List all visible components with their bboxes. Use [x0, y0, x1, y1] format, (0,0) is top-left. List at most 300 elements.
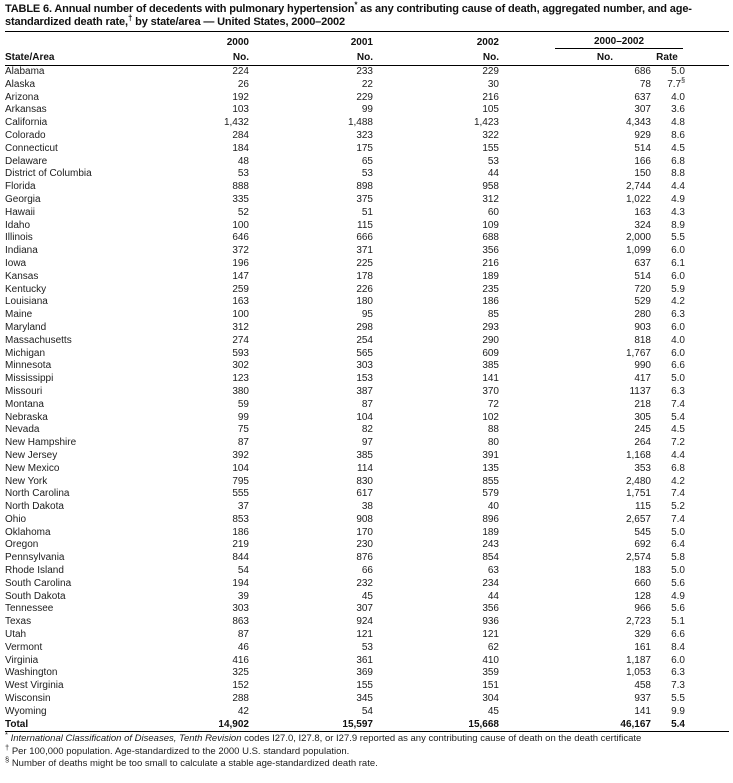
count-value-cell: 593 — [232, 347, 249, 359]
spacer-cell — [689, 603, 729, 616]
count-value-cell: 163 — [232, 296, 249, 308]
table-row — [5, 130, 729, 143]
count-value-cell: 324 — [634, 219, 651, 231]
count-value-cell: 312 — [482, 193, 499, 205]
count-value-cell: 2,000 — [625, 232, 651, 244]
count-value-cell: 322 — [482, 129, 499, 141]
spacer-cell — [689, 66, 729, 79]
state-name-cell: Missouri — [5, 385, 43, 397]
count-value-cell: 216 — [482, 257, 499, 269]
spacer-cell — [689, 360, 729, 373]
count-value-cell: 38 — [361, 501, 373, 513]
count-value-cell: 123 — [232, 373, 249, 385]
rate-value-cell: 6.6 — [671, 629, 685, 641]
count-value-cell: 323 — [356, 129, 373, 141]
count-value-cell: 353 — [634, 462, 651, 474]
count-value-cell: 37 — [237, 501, 249, 513]
count-value-cell: 66 — [361, 565, 373, 577]
state-name-cell: Michigan — [5, 347, 46, 359]
table-row — [5, 667, 729, 680]
table-row — [5, 309, 729, 322]
count-value-cell: 100 — [232, 309, 249, 321]
rate-value-cell: 4.2 — [671, 296, 685, 308]
count-value-cell: 87 — [361, 398, 373, 410]
spacer-cell — [689, 284, 729, 297]
count-value-cell: 305 — [634, 411, 651, 423]
rate-value-cell: 6.8 — [671, 462, 685, 474]
state-name-cell: Wyoming — [5, 705, 47, 717]
count-value-cell: 830 — [356, 475, 373, 487]
count-value-cell: 303 — [232, 603, 249, 615]
col-subheader-no-aggregate: No. — [501, 50, 653, 66]
count-value-cell: 370 — [482, 385, 499, 397]
rate-value-cell: 7.4 — [671, 513, 685, 525]
count-value-cell: 380 — [232, 385, 249, 397]
count-value-cell: 1137 — [629, 385, 651, 397]
count-value-cell: 720 — [634, 283, 651, 295]
table-row — [5, 335, 729, 348]
count-value-cell: 232 — [356, 577, 373, 589]
state-name-cell: Maine — [5, 309, 33, 321]
spacer-cell — [689, 667, 729, 680]
count-value-cell: 392 — [232, 449, 249, 461]
spacer-cell — [689, 424, 729, 437]
spacer-cell — [689, 181, 729, 194]
count-value-cell: 855 — [482, 475, 499, 487]
spacer-cell — [689, 245, 729, 258]
spacer-cell — [689, 552, 729, 565]
rate-value-cell: 4.5 — [671, 142, 685, 154]
count-value-cell: 225 — [356, 257, 373, 269]
count-value-cell: 458 — [634, 680, 651, 692]
spacer-cell — [689, 386, 729, 399]
state-name-cell: Alaska — [5, 78, 36, 90]
count-value-cell: 356 — [482, 245, 499, 257]
count-value-cell: 163 — [634, 206, 651, 218]
count-value-cell: 371 — [356, 245, 373, 257]
spacer-cell — [689, 373, 729, 386]
state-name-cell: Pennsylvania — [5, 552, 65, 564]
count-value-cell: 929 — [634, 129, 651, 141]
count-value-cell: 345 — [356, 693, 373, 705]
state-name-cell: California — [5, 117, 48, 129]
table-row — [5, 104, 729, 117]
count-value-cell: 1,099 — [625, 245, 651, 257]
count-value-cell: 1,488 — [347, 117, 373, 129]
count-value-cell: 290 — [482, 334, 499, 346]
count-value-cell: 189 — [482, 270, 499, 282]
count-value-cell: 288 — [232, 693, 249, 705]
count-value-cell: 104 — [356, 411, 373, 423]
spacer-cell — [689, 322, 729, 335]
count-value-cell: 121 — [356, 629, 373, 641]
state-name-cell: Tennessee — [5, 603, 54, 615]
table-row — [5, 552, 729, 565]
count-value-cell: 565 — [356, 347, 373, 359]
rate-value-cell: 4.8 — [671, 117, 685, 129]
count-value-cell: 152 — [232, 680, 249, 692]
title-text: TABLE 6. Annual number of decedents with pulmonary hypertension — [5, 3, 355, 15]
state-name-cell: New York — [5, 475, 48, 487]
spacer-cell — [689, 104, 729, 117]
col-subheader-no-2000: No. — [187, 50, 251, 66]
count-value-cell: 245 — [634, 424, 651, 436]
spacer-cell — [689, 437, 729, 450]
spacer-cell — [689, 207, 729, 220]
spacer-cell — [689, 399, 729, 412]
count-value-cell: 80 — [487, 437, 499, 449]
year-header-row — [5, 32, 729, 51]
count-value-cell: 53 — [361, 168, 373, 180]
rate-value-cell: 7.7§ — [667, 77, 685, 90]
count-value-cell: 45 — [487, 705, 499, 717]
count-value-cell: 48 — [237, 155, 249, 167]
count-value-cell: 155 — [482, 142, 499, 154]
table-row — [5, 514, 729, 527]
rate-value-cell: 6.0 — [671, 245, 685, 257]
count-value-cell: 95 — [361, 309, 373, 321]
count-value-cell: 46,167 — [620, 718, 651, 730]
rate-value-cell: 7.4 — [671, 488, 685, 500]
count-value-cell: 936 — [482, 616, 499, 628]
col-subheader-rate: Rate — [653, 50, 689, 66]
count-value-cell: 233 — [356, 66, 373, 77]
spacer-cell — [689, 271, 729, 284]
count-value-cell: 293 — [482, 321, 499, 333]
count-value-cell: 63 — [487, 565, 499, 577]
count-value-cell: 186 — [232, 526, 249, 538]
state-name-cell: Arizona — [5, 91, 39, 103]
table-row — [5, 296, 729, 309]
rate-value-cell: 5.0 — [671, 66, 685, 77]
count-value-cell: 186 — [482, 296, 499, 308]
table-row — [5, 539, 729, 552]
count-value-cell: 385 — [482, 360, 499, 372]
count-value-cell: 97 — [361, 437, 373, 449]
rate-value-cell: 4.4 — [671, 181, 685, 193]
table-row — [5, 156, 729, 169]
count-value-cell: 115 — [357, 219, 373, 231]
count-value-cell: 88 — [487, 424, 499, 436]
rate-value-cell: 9.9 — [671, 705, 685, 717]
count-value-cell: 692 — [634, 539, 651, 551]
col-subheader-no-2001: No. — [251, 50, 375, 66]
table-row — [5, 143, 729, 156]
state-name-cell: Georgia — [5, 193, 41, 205]
state-name-cell: West Virginia — [5, 680, 64, 692]
count-value-cell: 416 — [232, 654, 249, 666]
count-value-cell: 99 — [237, 411, 249, 423]
count-value-cell: 226 — [356, 283, 373, 295]
count-value-cell: 51 — [361, 206, 373, 218]
count-value-cell: 284 — [232, 129, 249, 141]
rate-value-cell: 6.0 — [671, 270, 685, 282]
col-header-2001: 2001 — [350, 37, 373, 48]
count-value-cell: 259 — [232, 283, 249, 295]
count-value-cell: 234 — [482, 577, 499, 589]
rate-value-cell: 6.8 — [671, 155, 685, 167]
count-value-cell: 307 — [356, 603, 373, 615]
count-value-cell: 637 — [634, 91, 651, 103]
count-value-cell: 115 — [635, 501, 651, 513]
table-row — [5, 501, 729, 514]
rate-value-cell: 5.2 — [671, 501, 685, 513]
spacer-cell — [689, 514, 729, 527]
count-value-cell: 170 — [356, 526, 373, 538]
table-title — [5, 0, 732, 29]
rate-value-cell: 5.0 — [671, 526, 685, 538]
table-row — [5, 424, 729, 437]
count-value-cell: 387 — [356, 385, 373, 397]
count-value-cell: 2,657 — [625, 513, 651, 525]
state-name-cell: Kansas — [5, 270, 39, 282]
footnote-ref-asterisk: * — [354, 0, 358, 10]
footnote-ref-dagger: † — [127, 13, 133, 23]
table-row — [5, 591, 729, 604]
column-label-row — [5, 50, 729, 66]
state-name-cell: Massachusetts — [5, 334, 72, 346]
count-value-cell: 2,723 — [625, 616, 651, 628]
footnote-text: Number of deaths might be too small to calculate a stable age-standardized death rate. — [11, 758, 378, 770]
rate-value-cell: 6.6 — [671, 360, 685, 372]
count-value-cell: 153 — [356, 373, 373, 385]
count-value-cell: 45 — [361, 590, 373, 602]
spacer-cell — [689, 527, 729, 540]
spacer-cell — [689, 616, 729, 629]
state-name-cell: Kentucky — [5, 283, 47, 295]
count-value-cell: 59 — [237, 398, 249, 410]
count-value-cell: 15,597 — [342, 718, 373, 730]
table-body — [5, 66, 729, 732]
count-value-cell: 2,574 — [625, 552, 651, 564]
state-name-cell: Arkansas — [5, 104, 47, 116]
state-name-cell: Texas — [5, 616, 32, 628]
rate-value-cell: 6.0 — [671, 347, 685, 359]
count-value-cell: 617 — [356, 488, 373, 500]
count-value-cell: 359 — [482, 667, 499, 679]
state-name-cell: Wisconsin — [5, 693, 51, 705]
table-row — [5, 603, 729, 616]
count-value-cell: 854 — [482, 552, 499, 564]
footnote-small-numbers — [5, 755, 729, 770]
rate-value-cell: 6.4 — [671, 539, 685, 551]
count-value-cell: 52 — [237, 206, 249, 218]
count-value-cell: 529 — [634, 296, 651, 308]
count-value-cell: 82 — [361, 424, 373, 436]
spacer-cell — [689, 130, 729, 143]
count-value-cell: 180 — [356, 296, 373, 308]
footnote-journal-title: International Classification of Diseases, Tenth Revision — [10, 733, 242, 745]
table-row — [5, 220, 729, 233]
count-value-cell: 189 — [482, 526, 499, 538]
spacer-cell — [689, 642, 729, 655]
count-value-cell: 410 — [482, 654, 499, 666]
spacer-cell — [689, 706, 729, 719]
count-value-cell: 1,432 — [223, 117, 249, 129]
count-value-cell: 218 — [634, 398, 651, 410]
table-row — [5, 168, 729, 181]
table-row — [5, 348, 729, 361]
count-value-cell: 219 — [232, 539, 249, 551]
col-header-2002: 2002 — [476, 37, 499, 48]
count-value-cell: 609 — [482, 347, 499, 359]
table-row — [5, 437, 729, 450]
footnote-icd-codes — [5, 730, 729, 745]
spacer-cell — [689, 412, 729, 425]
count-value-cell: 1,767 — [625, 347, 651, 359]
count-value-cell: 53 — [487, 155, 499, 167]
table-row — [5, 693, 729, 706]
spacer-cell — [689, 194, 729, 207]
count-value-cell: 356 — [482, 603, 499, 615]
state-name-cell: Ohio — [5, 513, 27, 525]
count-value-cell: 235 — [482, 283, 499, 295]
decedents-table — [5, 31, 729, 732]
table-row — [5, 412, 729, 425]
rate-value-cell: 8.9 — [671, 219, 685, 231]
count-value-cell: 87 — [237, 629, 249, 641]
count-value-cell: 1,168 — [625, 449, 651, 461]
state-name-cell: Florida — [5, 181, 36, 193]
count-value-cell: 958 — [482, 181, 499, 193]
spacer-cell — [689, 79, 729, 92]
table-row — [5, 194, 729, 207]
count-value-cell: 325 — [232, 667, 249, 679]
state-name-cell: Oregon — [5, 539, 39, 551]
table-row — [5, 79, 729, 92]
rate-value-cell: 4.2 — [671, 475, 685, 487]
count-value-cell: 128 — [634, 590, 651, 602]
table-row — [5, 680, 729, 693]
rate-value-cell: 5.9 — [671, 283, 685, 295]
spacer-cell — [689, 719, 729, 732]
spacer-cell — [689, 693, 729, 706]
count-value-cell: 53 — [361, 641, 373, 653]
count-value-cell: 104 — [232, 462, 249, 474]
table-row — [5, 616, 729, 629]
spacer-cell — [689, 488, 729, 501]
count-value-cell: 795 — [232, 475, 249, 487]
spacer-cell — [689, 680, 729, 693]
state-name-cell: Indiana — [5, 245, 38, 257]
state-name-cell: Minnesota — [5, 360, 52, 372]
count-value-cell: 391 — [482, 449, 499, 461]
count-value-cell: 307 — [634, 104, 651, 116]
table-row — [5, 117, 729, 130]
count-value-cell: 876 — [356, 552, 373, 564]
state-name-cell: Washington — [5, 667, 58, 679]
count-value-cell: 385 — [356, 449, 373, 461]
state-name-cell: Total — [5, 718, 29, 730]
rate-value-cell: 4.9 — [671, 193, 685, 205]
rate-value-cell: 6.3 — [671, 667, 685, 679]
count-value-cell: 151 — [482, 680, 499, 692]
count-value-cell: 26 — [237, 78, 249, 90]
count-value-cell: 1,423 — [473, 117, 499, 129]
table-row — [5, 232, 729, 245]
count-value-cell: 178 — [356, 270, 373, 282]
rate-value-cell: 6.0 — [671, 654, 685, 666]
count-value-cell: 2,744 — [625, 181, 651, 193]
count-value-cell: 22 — [361, 78, 373, 90]
table-row — [5, 373, 729, 386]
count-value-cell: 216 — [482, 91, 499, 103]
footnote-text: codes I27.0, I27.8, or I27.9 reported as any contributing cause of death on the death certificate — [241, 733, 642, 745]
rate-value-cell: 4.3 — [671, 206, 685, 218]
count-value-cell: 688 — [482, 232, 499, 244]
state-name-cell: District of Columbia — [5, 168, 92, 180]
table-row — [5, 578, 729, 591]
count-value-cell: 46 — [237, 641, 249, 653]
footnote-marker-dagger: † — [5, 742, 10, 752]
count-value-cell: 141 — [634, 705, 651, 717]
spacer-cell — [689, 335, 729, 348]
table-row — [5, 476, 729, 489]
spacer-cell — [689, 655, 729, 668]
spacer-cell — [689, 50, 729, 66]
spacer-cell — [689, 296, 729, 309]
count-value-cell: 1,053 — [625, 667, 651, 679]
table-row — [5, 629, 729, 642]
spacer-cell — [689, 92, 729, 105]
rate-value-cell: 5.4 — [671, 411, 685, 423]
state-name-cell: North Dakota — [5, 501, 64, 513]
spacer-cell — [689, 501, 729, 514]
count-value-cell: 161 — [634, 641, 651, 653]
table-row — [5, 207, 729, 220]
state-name-cell: Iowa — [5, 257, 27, 269]
count-value-cell: 114 — [357, 462, 373, 474]
count-value-cell: 194 — [232, 577, 249, 589]
spacer-cell — [689, 591, 729, 604]
count-value-cell: 105 — [482, 104, 499, 116]
count-value-cell: 335 — [232, 193, 249, 205]
count-value-cell: 243 — [482, 539, 499, 551]
table-row — [5, 245, 729, 258]
state-name-cell: Maryland — [5, 321, 47, 333]
state-name-cell: New Hampshire — [5, 437, 77, 449]
count-value-cell: 54 — [361, 705, 373, 717]
count-value-cell: 103 — [232, 104, 249, 116]
state-name-cell: Utah — [5, 629, 27, 641]
rate-value-cell: 4.0 — [671, 334, 685, 346]
count-value-cell: 302 — [232, 360, 249, 372]
rate-value-cell: 7.4 — [671, 398, 685, 410]
count-value-cell: 192 — [232, 91, 249, 103]
state-name-cell: Colorado — [5, 129, 46, 141]
count-value-cell: 141 — [482, 373, 499, 385]
table-row — [5, 66, 729, 79]
count-value-cell: 102 — [482, 411, 499, 423]
count-value-cell: 274 — [232, 334, 249, 346]
count-value-cell: 42 — [237, 705, 249, 717]
table-row — [5, 642, 729, 655]
count-value-cell: 65 — [361, 155, 373, 167]
count-value-cell: 329 — [634, 629, 651, 641]
state-name-cell: Vermont — [5, 641, 43, 653]
count-value-cell: 99 — [361, 104, 373, 116]
rate-value-cell: 5.5 — [671, 232, 685, 244]
count-value-cell: 30 — [487, 78, 499, 90]
count-value-cell: 937 — [634, 693, 651, 705]
rate-value-cell: 5.8 — [671, 552, 685, 564]
count-value-cell: 361 — [356, 654, 373, 666]
count-value-cell: 372 — [232, 245, 249, 257]
col-header-state-area: State/Area — [5, 50, 187, 66]
count-value-cell: 78 — [639, 78, 651, 90]
count-value-cell: 39 — [237, 590, 249, 602]
count-value-cell: 903 — [634, 321, 651, 333]
